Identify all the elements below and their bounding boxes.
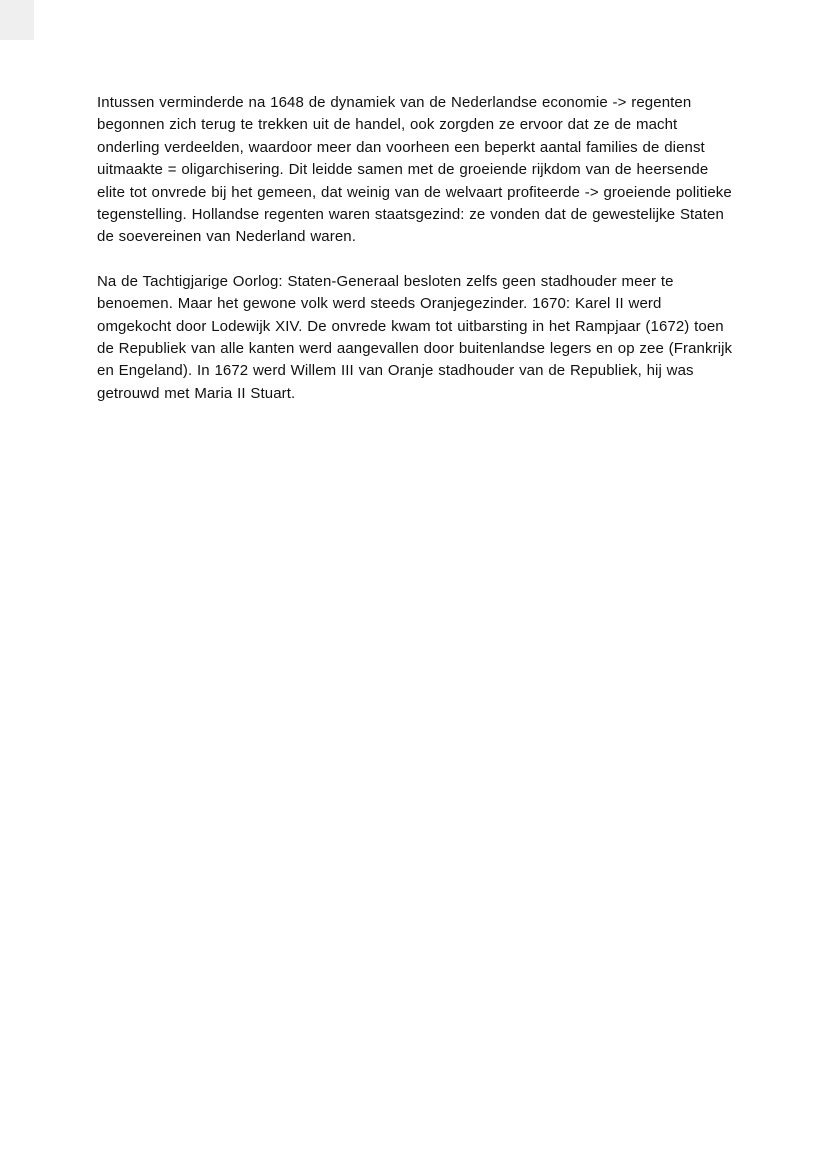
- paragraph-economy-oligarchy: Intussen verminderde na 1648 de dynamiek van de Nederlandse economie -> regenten begonnen zich terug te trekken uit de handel, ook zorgden ze ervoor dat ze de macht onderling verdeelden, waardoor meer dan voorheen een beperkt aantal families de dienst uitmaakte = oligarchisering. Dit leidde samen met de groeiende rijkdom van de heersende elite tot onvrede bij het gemeen, dat weinig van de welvaart profiteerde -> groeiende politieke tegenstelling. Hollandse regenten waren staatsgezind: ze vonden dat de gewestelijke Staten de soevereinen van Nederland waren.: [97, 94, 732, 246]
- document-body-text[interactable]: [97, 92, 737, 427]
- canvas-corner: [0, 0, 34, 40]
- paragraph-rampjaar: Na de Tachtigjarige Oorlog: Staten-Generaal besloten zelfs geen stadhouder meer te benoemen. Maar het gewone volk werd steeds Oranjegezinder. 1670: Karel II werd omgekocht door Lodewijk XIV. De onvrede kwam tot uitbarsting in het Rampjaar (1672) toen de Republiek van alle kanten werd aangevallen door buitenlandse legers en op zee (Frankrijk en Engeland). In 1672 werd Willem III van Oranje stadhouder van de Republiek, hij was getrouwd met Maria II Stuart.: [97, 272, 733, 402]
